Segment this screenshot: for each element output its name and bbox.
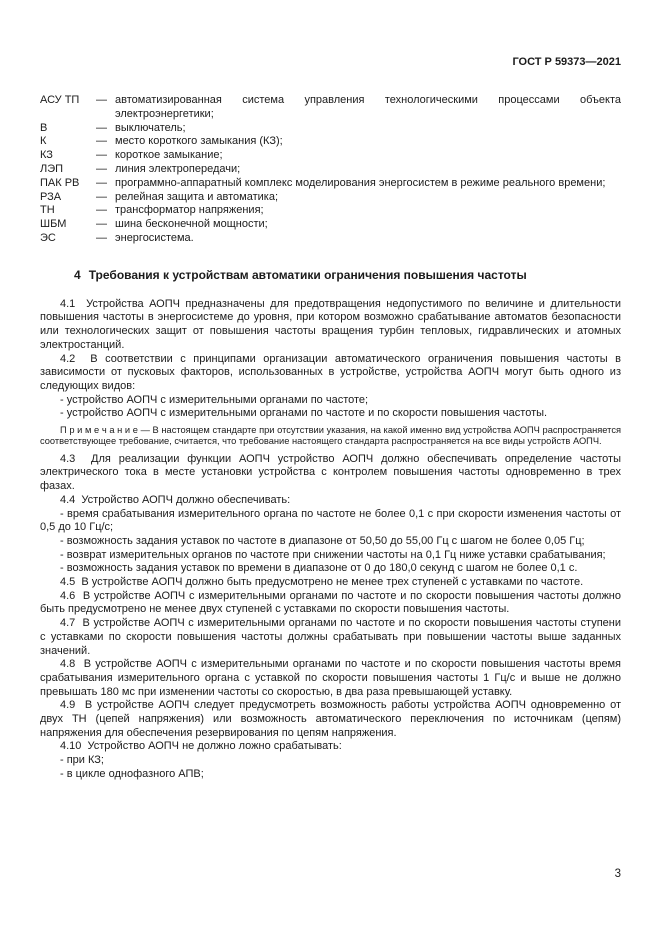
abbreviation-row — [40, 218, 621, 232]
list-item: - время срабатывания измерительного органа по частоте не более 0,1 с при скорости изменения частоты от 0,5 до 10 Гц/с; — [40, 507, 621, 534]
note-paragraph: П р и м е ч а н и е — В настоящем стандарте при отсутствии указания, на какой именно вид устройства АОПЧ распространяется соответствующее требование, считается, что требование настоящего стандарта распространяется на все виды устройств АОПЧ. — [40, 425, 621, 447]
section-title — [74, 268, 621, 283]
abbreviation-definition: место короткого замыкания (КЗ); — [115, 135, 283, 148]
abbreviation-definition: шина бесконечной мощности; — [115, 218, 268, 231]
abbreviation-term: РЗА — [40, 190, 62, 203]
paragraph: 4.2 В соответствии с принципами организации автоматического ограничения повышения частоты в зависимости от пусковых факторов, использованных в устройстве, устройства АОПЧ могут быть одного из следующих видов: — [40, 352, 621, 392]
paragraph: 4.3 Для реализации функции АОПЧ устройство АОПЧ должно обеспечивать определение частоты электрического тока в месте установки устройства с контролем повышения частоты одновременно в трех фазах. — [40, 452, 621, 493]
abbreviation-row — [40, 232, 621, 246]
abbreviation-dash: — — [96, 162, 107, 175]
paragraph: 4.6 В устройстве АОПЧ с измерительными органами по частоте и по скорости повышения частоты должно быть предусмотрено не менее двух ступеней с уставками по скорости повышения частоты. — [40, 589, 621, 616]
abbreviation-definition: трансформатор напряжения; — [115, 204, 264, 217]
abbreviation-dash: — — [96, 121, 107, 134]
list-item: - возможность задания уставок по времени в диапазоне от 0 до 180,0 секунд с шагом не более 0,1 с. — [60, 562, 578, 575]
abbreviation-term: АСУ ТП — [40, 94, 80, 106]
list-item: - устройство АОПЧ с измерительными органами по частоте; — [60, 393, 369, 406]
list-item: - при КЗ; — [60, 754, 104, 767]
abbreviation-row — [40, 177, 621, 191]
list-item: - устройство АОПЧ с измерительными органами по частоте и по скорости повышения частоты. — [60, 407, 548, 420]
paragraph: 4.4 Устройство АОПЧ должно обеспечивать: — [60, 493, 291, 506]
page-number: 3 — [614, 868, 621, 880]
abbreviation-row — [40, 204, 621, 218]
abbreviation-row — [40, 122, 621, 136]
abbreviation-dash: — — [96, 135, 107, 148]
abbreviation-dash: — — [96, 204, 107, 217]
section-title-text: Требования к устройствам автоматики ограничения повышения частоты — [88, 267, 527, 282]
abbreviation-definition: энергосистема. — [115, 231, 194, 244]
paragraph: 4.9 В устройстве АОПЧ следует предусмотреть возможность работы устройства АОПЧ одновременно от двух ТН (цепей напряжения) или возможность автоматического переключения по источникам (цепям) напряжения для обеспечения резервирования по цепям напряжения. — [40, 699, 621, 739]
abbreviations-list — [40, 94, 621, 246]
abbreviation-definition: релейная защита и автоматика; — [115, 190, 279, 203]
abbreviation-term: ЭС — [40, 231, 56, 244]
abbreviation-dash: — — [96, 176, 107, 189]
list-item: - возврат измерительных органов по частоте при снижении частоты на 0,1 Гц ниже уставки срабатывания; — [60, 548, 606, 561]
abbreviation-dash: — — [96, 218, 107, 231]
abbreviation-dash: — — [96, 190, 107, 203]
list-item: - в цикле однофазного АПВ; — [60, 767, 204, 780]
paragraph: 4.5 В устройстве АОПЧ должно быть предусмотрено не менее трех ступеней с уставками по частоте. — [60, 576, 584, 589]
section-number: 4 — [74, 267, 81, 282]
abbreviation-row — [40, 94, 621, 122]
abbreviation-term: ТН — [40, 204, 55, 217]
paragraph: 4.1 Устройства АОПЧ предназначены для предотвращения недопустимого по величине и длительности повышения частоты в энергосистеме до уровня, при котором возможно срабатывание автоматов безопасности или технологических защит от повышения частоты вращения турбин тепловых, гидравлических и атомных электростанций. — [40, 297, 621, 351]
paragraph: 4.8 В устройстве АОПЧ с измерительными органами по частоте и по скорости повышения частоты время срабатывания измерительного органа с уставкой по скорости повышения частоты 1 Гц/с и выше не должно превышать 180 мс при изменении частоты со скоростью, в два раза превышающей уставку. — [40, 658, 621, 698]
paragraph: 4.7 В устройстве АОПЧ с измерительными органами по частоте и по скорости повышения частоты ступени с уставками по скорости повышения частоты должны срабатывать при повышении частоты выше заданных значений. — [40, 617, 621, 657]
abbreviation-dash: — — [96, 149, 107, 162]
abbreviation-dash: — — [96, 231, 107, 244]
abbreviation-definition: короткое замыкание; — [115, 149, 223, 162]
abbreviation-term: В — [40, 121, 48, 134]
abbreviation-term: ПАК РВ — [40, 176, 80, 189]
abbreviation-term: ШБМ — [40, 218, 67, 231]
section-body — [40, 298, 621, 782]
abbreviation-row — [40, 163, 621, 177]
paragraph: 4.10 Устройство АОПЧ не должно ложно срабатывать: — [60, 740, 342, 753]
abbreviation-row — [40, 149, 621, 163]
abbreviation-definition: линия электропередачи; — [115, 162, 241, 175]
abbreviation-dash: — — [96, 94, 107, 106]
abbreviation-term: К — [40, 135, 47, 148]
abbreviation-definition: программно-аппаратный комплекс моделирования энергосистем в режиме реального времени; — [115, 176, 606, 189]
abbreviation-term: ЛЭП — [40, 162, 64, 175]
abbreviation-definition: выключатель; — [115, 121, 186, 134]
list-item: - возможность задания уставок по частоте в диапазоне от 50,50 до 55,00 Гц с шагом не более 0,05 Гц; — [60, 534, 585, 547]
abbreviation-row — [40, 135, 621, 149]
abbreviation-definition: автоматизированная система управления технологическими процессами объекта электроэнергетики; — [115, 94, 621, 120]
abbreviation-term: КЗ — [40, 149, 53, 162]
doc-number-header: ГОСТ Р 59373—2021 — [512, 56, 621, 68]
abbreviation-row — [40, 191, 621, 205]
